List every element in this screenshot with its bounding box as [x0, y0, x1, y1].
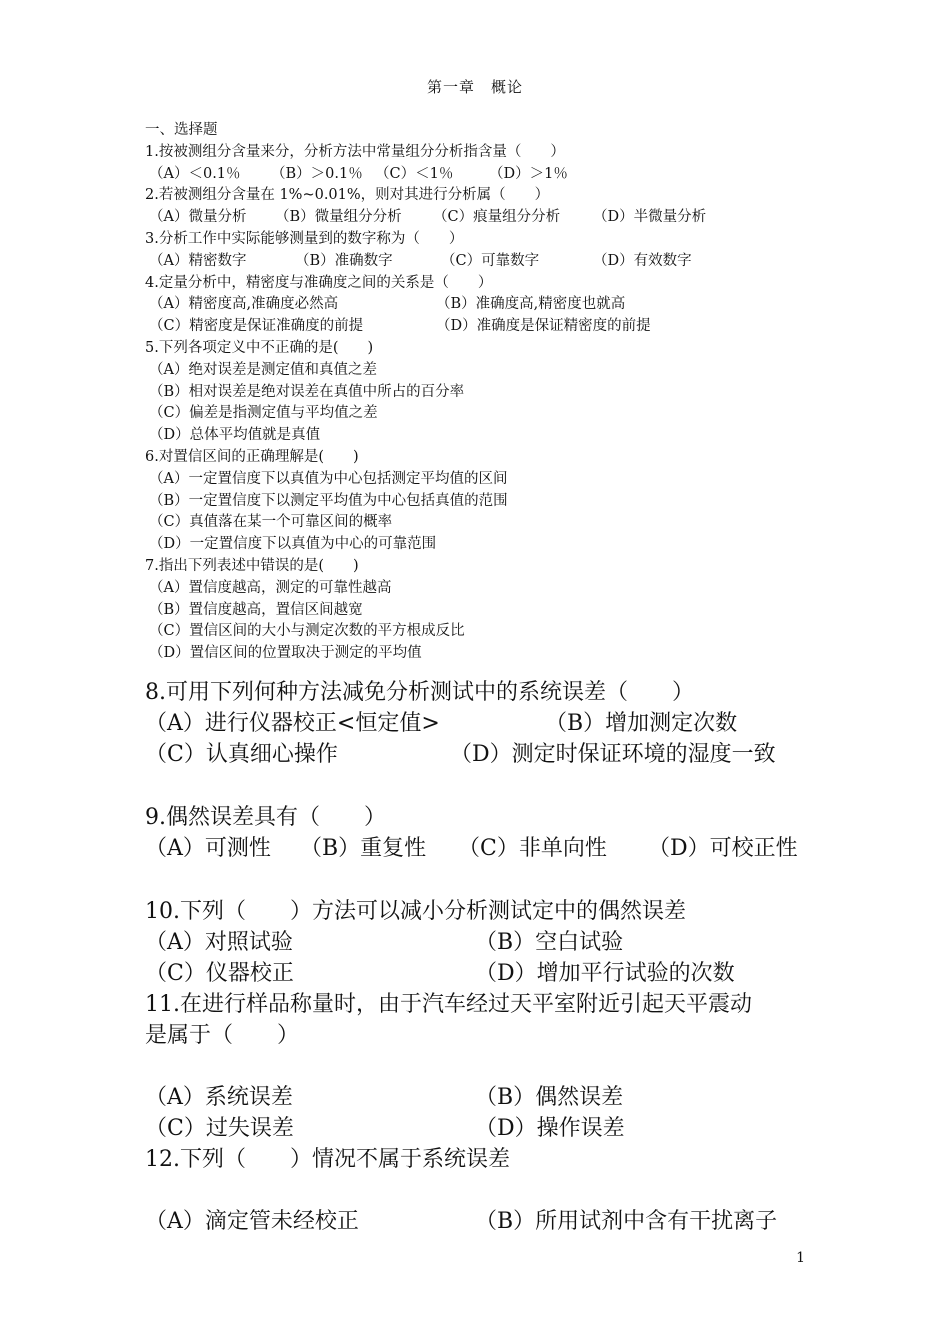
option-9c: （C）非单向性 — [458, 836, 607, 861]
options-11-ab — [145, 1082, 845, 1113]
small-question-block — [145, 120, 865, 665]
question-5: 5.下列各项定义中不正确的是( ) — [145, 339, 374, 356]
page-number: 1 — [796, 1250, 805, 1266]
option-10a: （A）对照试验 — [145, 930, 293, 955]
option-8a: （A）进行仪器校正<恒定值> — [145, 711, 440, 736]
option-3c: （C）可靠数字 — [441, 252, 540, 269]
option-11c: （C）过失误差 — [145, 1116, 294, 1141]
options-1 — [145, 164, 865, 186]
option-3b: （B）准确数字 — [295, 252, 393, 269]
options-4-cd — [145, 316, 865, 338]
option-7d: （D）置信区间的位置取决于测定的平均值 — [149, 645, 422, 662]
question-1: 1.按被测组分含量来分，分析方法中常量组分分析指含量（ ） — [145, 143, 565, 160]
option-1a: （A）＜0.1％ — [149, 165, 241, 182]
option-3a: （A）精密数字 — [149, 252, 247, 269]
option-6b: （B）一定置信度下以测定平均值为中心包括真值的范围 — [149, 492, 508, 509]
option-4c: （C）精密度是保证准确度的前提 — [149, 318, 364, 335]
question-9: 9.偶然误差具有（ ） — [145, 805, 386, 830]
option-3d: （D）有效数字 — [593, 252, 692, 269]
option-8d: （D）测定时保证环境的湿度一致 — [450, 742, 776, 767]
question-8: 8.可用下列何种方法减免分析测试中的系统误差（ ） — [145, 680, 694, 705]
option-1b: （B）＞0.1％ — [271, 165, 363, 182]
option-11d: （D）操作误差 — [475, 1116, 625, 1141]
question-2: 2.若被测组分含量在 1%~0.01%，则对其进行分析属（ ） — [145, 187, 550, 204]
option-10c: （C）仪器校正 — [145, 961, 294, 986]
option-2b: （B）微量组分分析 — [275, 209, 402, 226]
question-10: 10.下列（ ）方法可以减小分析测试定中的偶然误差 — [145, 899, 686, 924]
question-3: 3.分析工作中实际能够测量到的数字称为（ ） — [145, 230, 464, 247]
option-1c: （C）＜1％ — [375, 165, 454, 182]
option-11b: （B）偶然误差 — [475, 1085, 624, 1110]
option-2a: （A）微量分析 — [149, 209, 247, 226]
question-4: 4.定量分析中，精密度与准确度之间的关系是（ ） — [145, 274, 493, 291]
option-2d: （D）半微量分析 — [593, 209, 707, 226]
option-6a: （A）一定置信度下以真值为中心包括测定平均值的区间 — [149, 470, 508, 487]
options-9 — [145, 833, 845, 864]
large-question-block — [145, 677, 845, 1237]
option-7b: （B）置信度越高，置信区间越宽 — [149, 601, 363, 618]
page-title: 第一章 概论 — [426, 78, 523, 96]
option-4d: （D）准确度是保证精密度的前提 — [436, 318, 651, 335]
option-11a: （A）系统误差 — [145, 1085, 293, 1110]
options-12-ab — [145, 1206, 845, 1237]
question-11-line-1: 11.在进行样品称量时，由于汽车经过天平室附近引起天平震动 — [145, 992, 752, 1017]
option-10b: （B）空白试验 — [475, 930, 624, 955]
option-4b: （B）准确度高,精密度也就高 — [436, 296, 626, 313]
option-1d: （D）＞1％ — [489, 165, 568, 182]
options-2 — [145, 207, 865, 229]
option-12b: （B）所用试剂中含有干扰离子 — [475, 1209, 778, 1234]
option-6c: （C）真值落在某一个可靠区间的概率 — [149, 514, 393, 531]
question-12: 12.下列（ ）情况不属于系统误差 — [145, 1147, 510, 1172]
options-8-cd — [145, 739, 845, 770]
option-8c: （C）认真细心操作 — [145, 742, 338, 767]
option-8b: （B）增加测定次数 — [545, 711, 738, 736]
option-2c: （C）痕量组分分析 — [433, 209, 561, 226]
options-11-cd — [145, 1113, 845, 1144]
section-heading: 一、选择题 — [145, 122, 218, 138]
option-7c: （C）置信区间的大小与测定次数的平方根成反比 — [149, 623, 465, 640]
option-9b: （B）重复性 — [300, 836, 427, 861]
option-9d: （D）可校正性 — [648, 836, 798, 861]
option-7a: （A）置信度越高，测定的可靠性越高 — [149, 579, 392, 596]
question-11-line-2: 是属于（ ） — [145, 1023, 300, 1048]
option-4a: （A）精密度高,准确度必然高 — [149, 296, 339, 313]
options-8-ab — [145, 708, 845, 739]
option-10d: （D）增加平行试验的次数 — [475, 961, 735, 986]
options-10-cd — [145, 958, 845, 989]
option-6d: （D）一定置信度下以真值为中心的可靠范围 — [149, 536, 437, 553]
option-5b: （B）相对误差是绝对误差在真值中所占的百分率 — [149, 383, 465, 400]
option-5d: （D）总体平均值就是真值 — [149, 427, 321, 444]
option-5a: （A）绝对误差是测定值和真值之差 — [149, 361, 377, 378]
options-3 — [145, 251, 865, 273]
options-10-ab — [145, 927, 845, 958]
option-12a: （A）滴定管未经校正 — [145, 1209, 359, 1234]
question-7: 7.指出下列表述中错误的是( ) — [145, 557, 359, 574]
question-6: 6.对置信区间的正确理解是( ) — [145, 448, 359, 465]
option-9a: （A）可测性 — [145, 836, 271, 861]
options-4-ab — [145, 294, 865, 316]
option-5c: （C）偏差是指测定值与平均值之差 — [149, 405, 378, 422]
